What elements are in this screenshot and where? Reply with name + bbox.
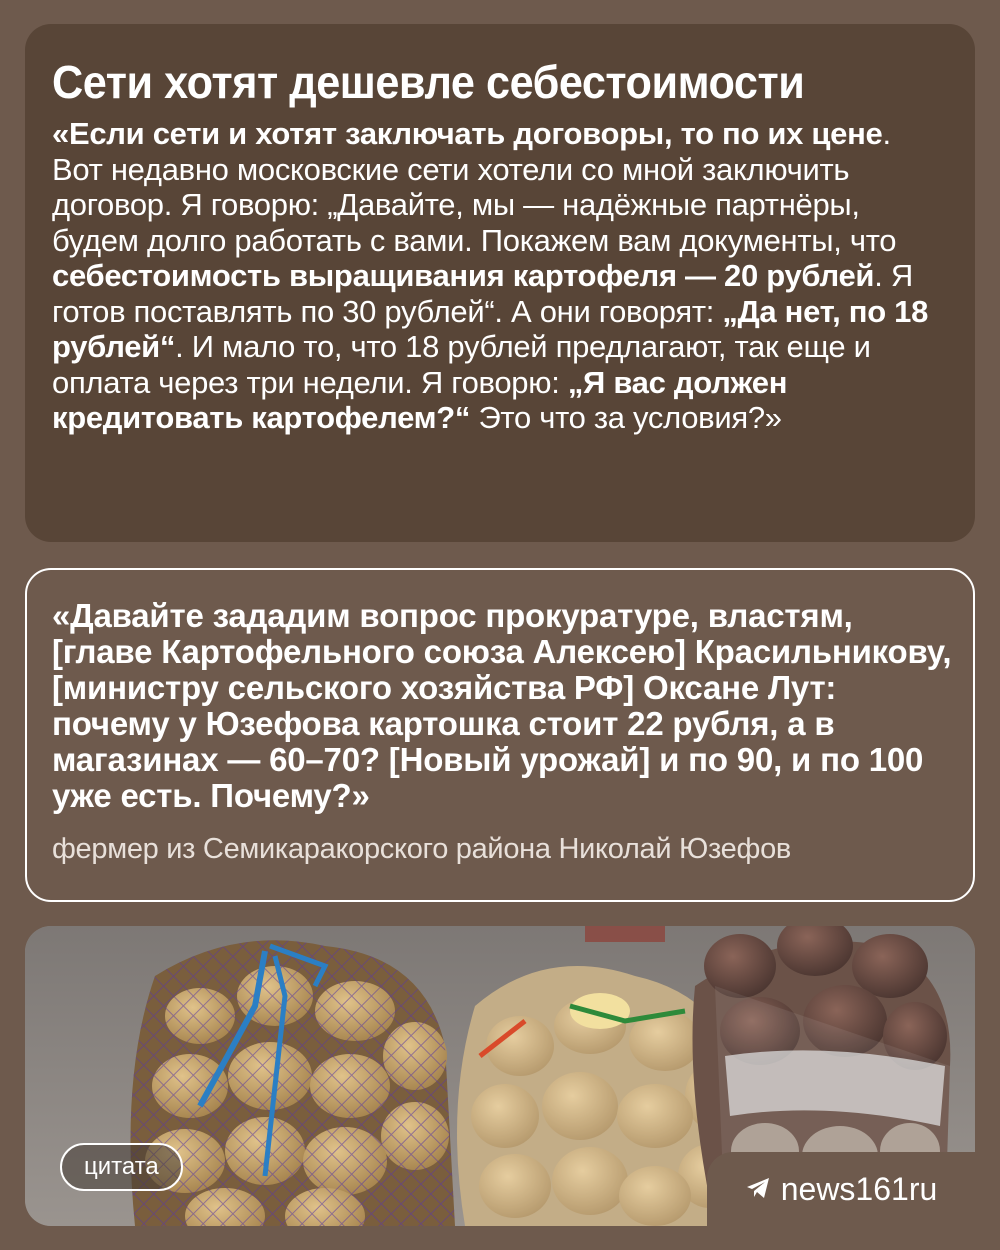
telegram-icon [745, 1171, 771, 1208]
brand-label: news161ru [780, 1170, 938, 1207]
red-object [585, 926, 665, 942]
headline: Сети хотят дешевле себестоимости [52, 56, 805, 108]
quote-segment: себестоимость выращивания картофеля — 20 рублей [52, 258, 875, 293]
quote-segment: . И мало то, что 18 рублей предлагают, так еще и оплата через три недели. Я говорю: [52, 329, 871, 400]
outlined-quote-card [25, 568, 975, 902]
quote-card [25, 24, 975, 542]
quote-text [52, 116, 949, 436]
quote-segment: . Вот недавно московские сети хотели со мной заключить договор. Я говорю: „Давайте, мы — надёжные партнёры, будем долго работать с вами. Покажем вам документы, что [52, 116, 897, 258]
quote-segment: „Я вас должен кредитовать картофелем?“ [52, 364, 788, 435]
quote-segment: „Да нет, по 18 рублей“ [52, 293, 929, 364]
left-sack [131, 940, 456, 1226]
brand-badge[interactable] [707, 1152, 975, 1226]
quote-tag[interactable]: цитата [60, 1143, 183, 1191]
quote-segment: Это что за условия?» [470, 400, 782, 435]
quote-attribution: фермер из Семикаракорского района Николай Юзефов [52, 833, 792, 865]
quote-segment: «Если сети и хотят заключать договоры, то по их цене [52, 116, 883, 151]
farmer-quote: «Давайте зададим вопрос прокуратуре, властям, [главе Картофельного союза Алексею] Красильникову, [министру сельского хозяйства РФ] Оксане Лут: почему у Юзефова картошка стоит 22 рубля, а в магазинах — 60–70? [Новый урожай] и по 90, и по 100 уже есть. Почему?» [52, 597, 952, 814]
quote-segment: . Я готов поставлять по 30 рублей“. А они говорят: [52, 258, 913, 329]
